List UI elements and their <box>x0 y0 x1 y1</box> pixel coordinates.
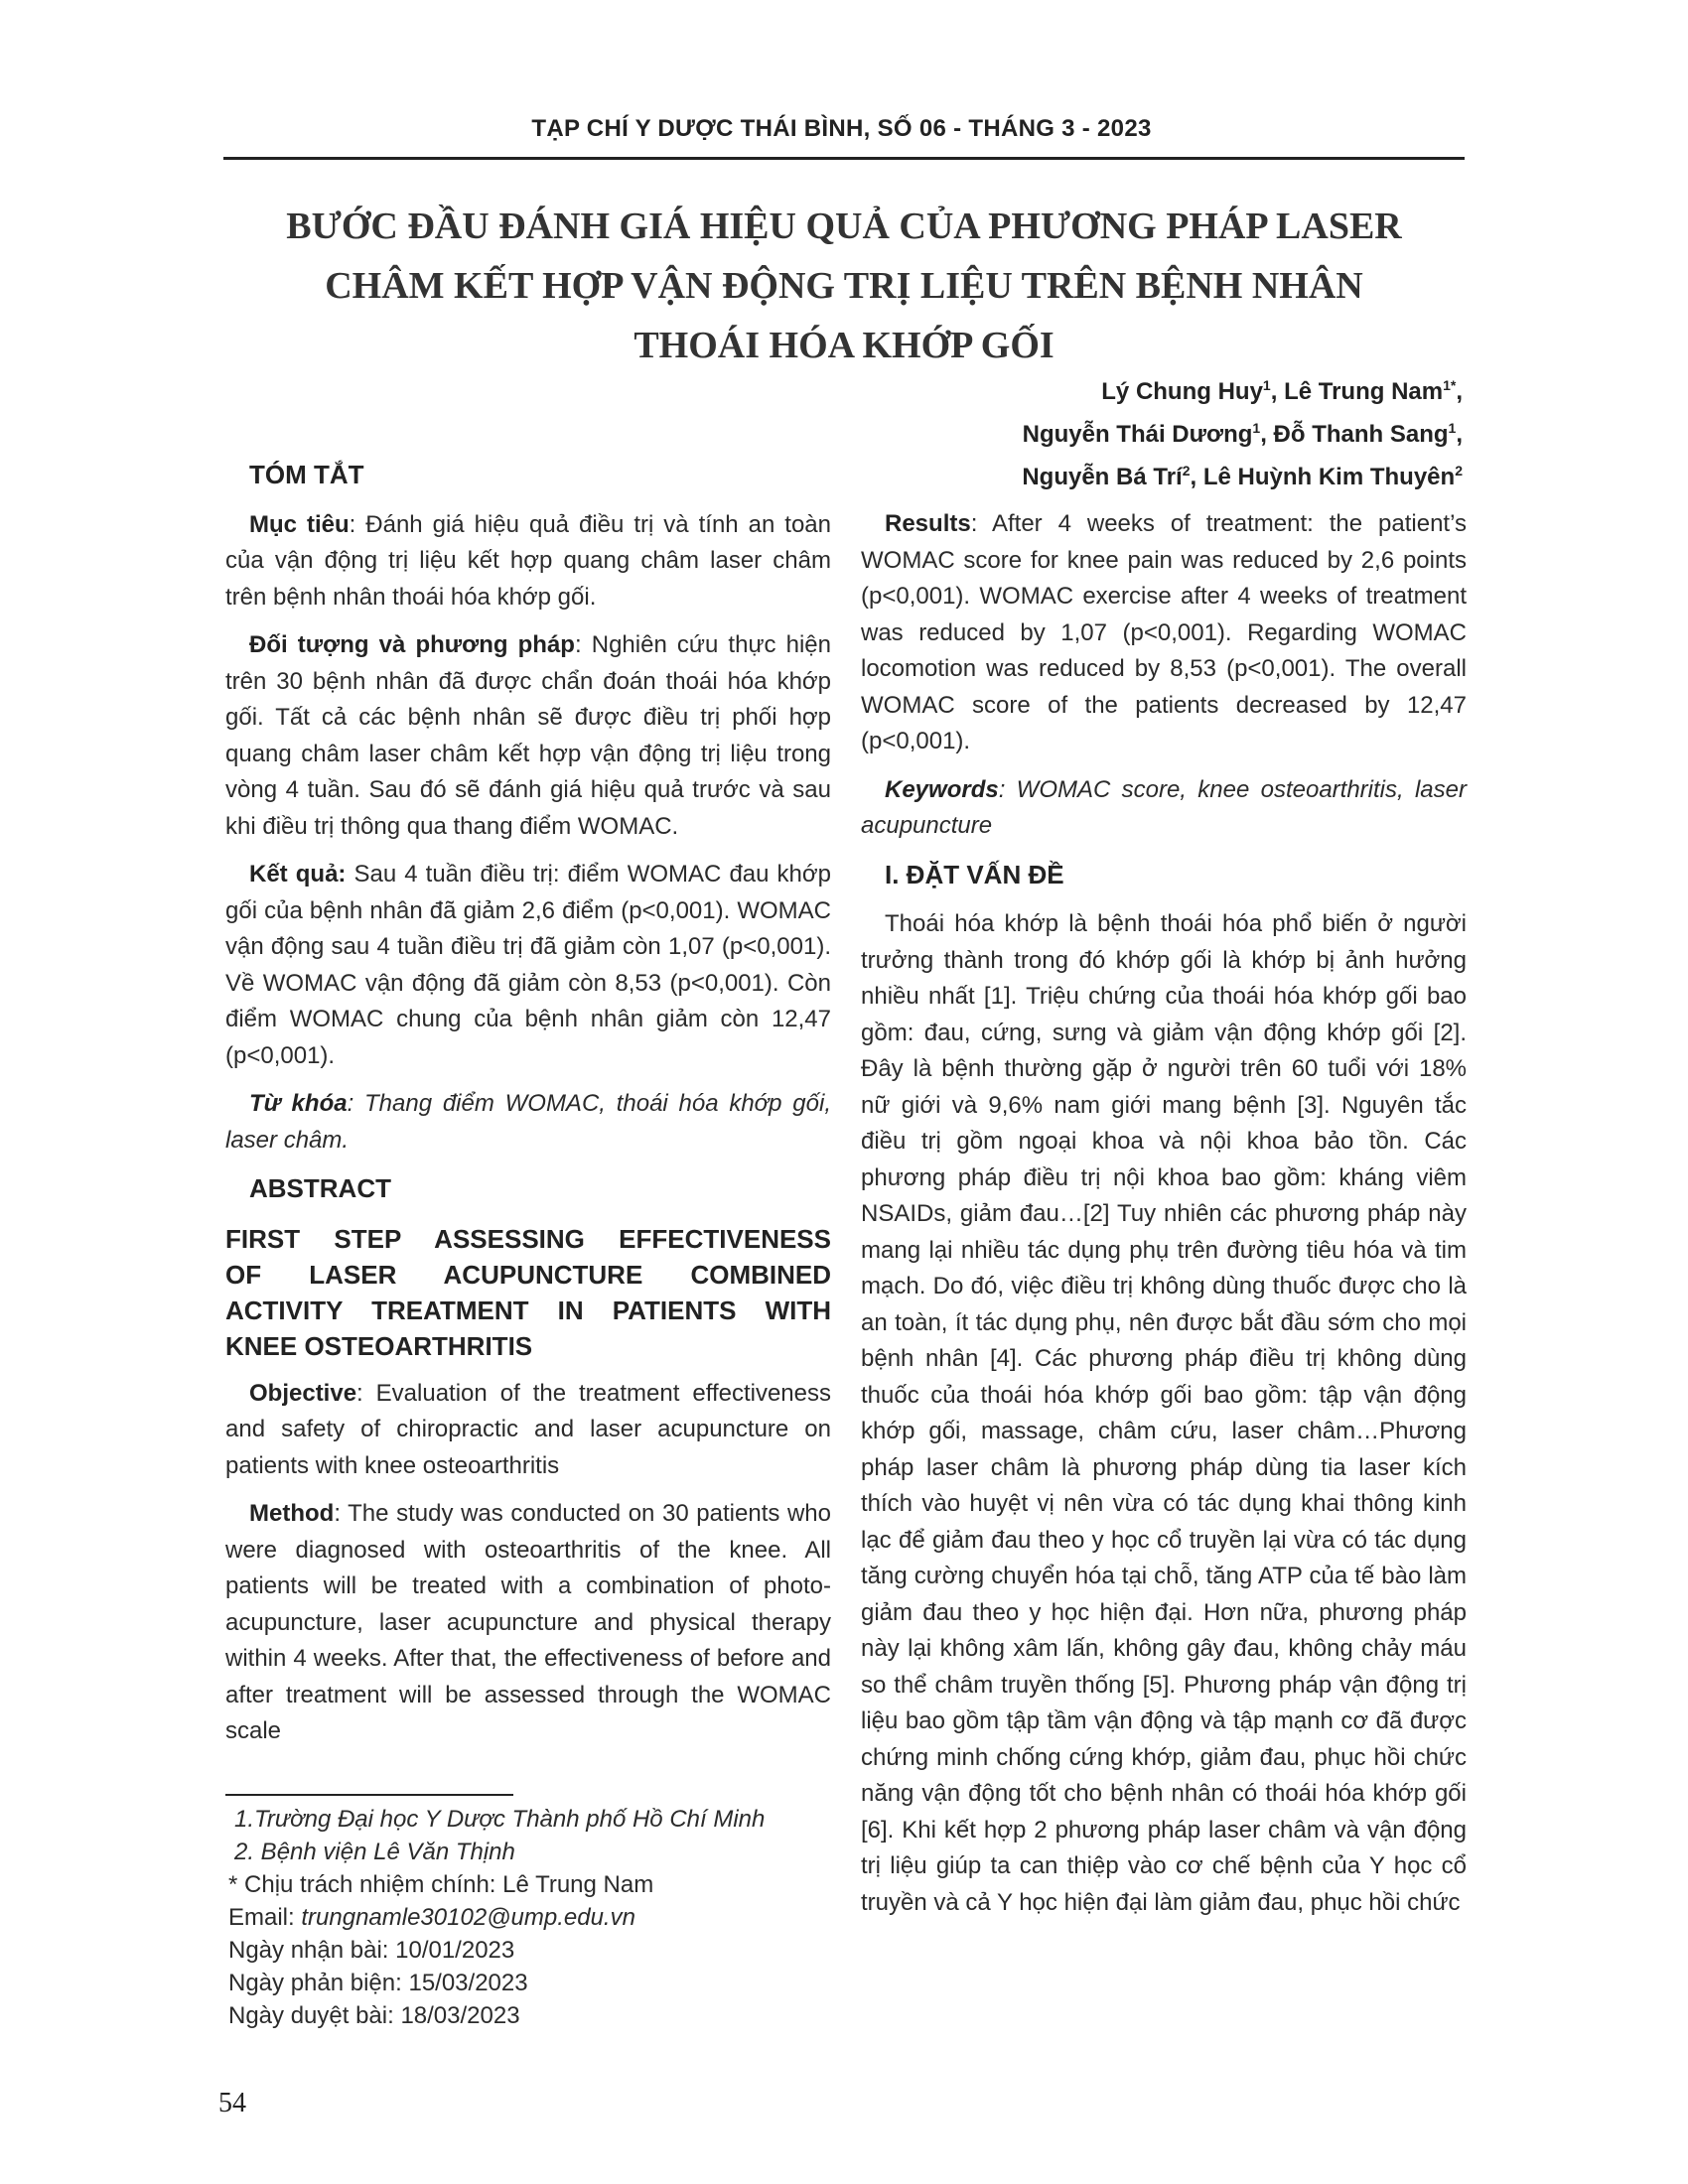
left-column <box>225 457 831 1762</box>
abstract-title <box>225 1221 831 1364</box>
article-title <box>218 197 1470 375</box>
author-name: Nguyễn Bá Trí <box>1022 464 1183 490</box>
abstract-keywords-text: : WOMAC score, knee osteoarthritis, laser acupuncture <box>861 775 1467 839</box>
author-line <box>1022 453 1463 495</box>
abstract-method <box>225 1496 831 1750</box>
corresponding-author: * Chịu trách nhiệm chính: Lê Trung Nam <box>228 1871 654 1898</box>
summary-keywords <box>225 1086 831 1159</box>
author-affiliation-mark: 2 <box>1455 463 1463 478</box>
abstract-heading: ABSTRACT <box>249 1173 391 1203</box>
journal-header: TẠP CHÍ Y DƯỢC THÁI BÌNH, SỐ 06 - THÁNG 3 - 2023 <box>531 115 1152 142</box>
author-name: Lê Huỳnh Kim Thuyên <box>1202 464 1456 490</box>
abstract-title-line: ACTIVITY TREATMENT IN PATIENTS WITH <box>225 1295 831 1325</box>
abstract-method-text: : The study was conducted on 30 patients who were diagnosed with osteoarthritis of the knee. All patients will be treated with a combination of photo-acupuncture, laser acupuncture and physical therapy within 4 weeks. After that, the effectiveness of before and after treatment will be assessed through the WOMAC scale <box>225 1500 831 1744</box>
author-line <box>1022 410 1463 453</box>
title-line: CHÂM KẾT HỢP VẬN ĐỘNG TRỊ LIỆU TRÊN BỆNH NHÂN <box>325 265 1363 307</box>
summary-heading: TÓM TẮT <box>249 460 364 489</box>
affiliation-2: 2. Bệnh viện Lê Văn Thịnh <box>234 1839 515 1865</box>
header-divider <box>223 157 1465 160</box>
summary-results <box>225 857 831 1074</box>
accepted-date: Ngày duyệt bài: 18/03/2023 <box>228 2002 520 2029</box>
abstract-keywords-label: Keywords <box>885 775 999 803</box>
abstract-title-line: OF LASER ACUPUNCTURE COMBINED <box>225 1259 831 1290</box>
author-name: Đỗ Thanh Sang <box>1273 421 1449 448</box>
author-list <box>1022 367 1463 495</box>
email-line <box>228 1901 765 1934</box>
summary-objective <box>225 507 831 616</box>
page-number: 54 <box>218 2088 246 2118</box>
introduction-paragraph: Thoái hóa khớp là bệnh thoái hóa phổ biến ở người trưởng thành trong đó khớp gối là khớp bị ảnh hưởng nhiều nhất [1]. Triệu chứng của thoái hóa khớp gối bao gồm: đau, cứng, sưng và giảm vận động khớp gối [2]. Đây là bệnh thường gặp ở người trên 60 tuổi với 18% nữ giới và 9,6% nam giới mang bệnh [3]. Nguyên tắc điều trị gồm ngoại khoa và nội khoa bảo tồn. Các phương pháp điều trị nội khoa bao gồm: kháng viêm NSAIDs, giảm đau…[2] Tuy nhiên các phương pháp này mang lại nhiều tác dụng phụ trên đường tiêu hóa và tim mạch. Do đó, việc điều trị không dùng thuốc được cho là an toàn, ít tác dụng phụ, nên được bắt đầu sớm cho mọi bệnh nhân [4]. Các phương pháp điều trị không dùng thuốc của thoái hóa khớp gối bao gồm: tập vận động khớp gối, massage, châm cứu, laser châm…Phương pháp laser châm là phương pháp dùng tia laser kích thích vào huyệt vị nên vừa có tác dụng khai thông kinh lạc để giảm đau theo y học cổ truyền lại vừa có tác dụng tăng cường chuyển hóa tại chỗ, tăng ATP của tế bào làm giảm đau theo y học hiện đại. Hơn nữa, phương pháp này lại không xâm lấn, không gây đau, không chảy máu so thể châm truyền thống [5]. Phương pháp vận động trị liệu bao gồm tập tầm vận động và tập mạnh cơ đã được chứng minh chống cứng khớp, giảm đau, phục hồi chức năng vận động tốt cho bệnh nhân có thoái hóa khớp gối [6]. Khi kết hợp 2 phương pháp laser châm và vận động trị liệu giúp ta can thiệp vào cơ chế bệnh của Y học cổ truyền và cả Y học hiện đại làm giảm đau, phục hồi chức <box>861 910 1467 1916</box>
reviewed-date: Ngày phản biện: 15/03/2023 <box>228 1970 528 1996</box>
author-separator: , <box>1456 378 1463 405</box>
abstract-title-line: FIRST STEP ASSESSING EFFECTIVENESS <box>225 1223 831 1254</box>
abstract-objective-label: Objective <box>249 1379 357 1407</box>
author-affiliation-mark: 1 <box>1252 420 1261 436</box>
email-link[interactable]: trungnamle30102@ump.edu.vn <box>301 1904 635 1931</box>
author-name: Lê Trung Nam <box>1284 378 1444 405</box>
author-separator: , <box>1190 464 1203 490</box>
summary-keywords-text: : Thang điểm WOMAC, thoái hóa khớp gối, laser châm. <box>225 1090 831 1154</box>
author-affiliation-mark: 1* <box>1443 377 1457 393</box>
summary-method-text: : Nghiên cứu thực hiện trên 30 bệnh nhân đã được chẩn đoán thoái hóa khớp gối. Tất cả các bệnh nhân sẽ được điều trị phối hợp quang châm laser châm kết hợp vận động trị liệu trong vòng 4 tuần. Sau đó sẽ đánh giá hiệu quả trước và sau khi điều trị thông qua thang điểm WOMAC. <box>225 631 831 840</box>
summary-method-label: Đối tượng và phương pháp <box>249 631 575 658</box>
right-column <box>861 506 1467 1933</box>
summary-method <box>225 627 831 845</box>
author-separator: , <box>1456 421 1463 448</box>
summary-objective-text: : Đánh giá hiệu quả điều trị và tính an toàn của vận động trị liệu kết hợp quang châm laser châm trên bệnh nhân thoái hóa khớp gối. <box>225 510 831 611</box>
abstract-objective <box>225 1376 831 1485</box>
introduction-heading: I. ĐẶT VẤN ĐỀ <box>885 859 1064 889</box>
abstract-results <box>861 506 1467 760</box>
author-affiliation-mark: 1 <box>1262 377 1271 393</box>
author-affiliation-mark: 2 <box>1182 463 1191 478</box>
author-line <box>1022 367 1463 410</box>
affiliation-1: 1.Trường Đại học Y Dược Thành phố Hồ Chí Minh <box>234 1806 766 1833</box>
author-separator: , <box>1270 378 1285 405</box>
title-line: BƯỚC ĐẦU ĐÁNH GIÁ HIỆU QUẢ CỦA PHƯƠNG PHÁP LASER <box>286 205 1402 247</box>
summary-results-label: Kết quả: <box>249 861 347 887</box>
abstract-results-label: Results <box>885 510 971 537</box>
author-name: Nguyễn Thái Dương <box>1022 421 1253 448</box>
author-separator: , <box>1260 421 1274 448</box>
footnotes <box>228 1803 765 2032</box>
abstract-results-text: : After 4 weeks of treatment: the patient’s WOMAC score for knee pain was reduced by 2,6 points (p<0,001). WOMAC exercise after 4 weeks of treatment was reduced by 1,07 (p<0,001). Regarding WOMAC locomotion was reduced by 8,53 (p<0,001). The overall WOMAC score of the patients decreased by 12,47 (p<0,001). <box>861 510 1467 754</box>
received-date: Ngày nhận bài: 10/01/2023 <box>228 1937 515 1964</box>
author-name: Lý Chung Huy <box>1101 378 1263 405</box>
summary-keywords-label: Từ khóa <box>249 1090 348 1117</box>
abstract-title-line: KNEE OSTEOARTHRITIS <box>225 1330 533 1361</box>
abstract-method-label: Method <box>249 1500 335 1527</box>
author-affiliation-mark: 1 <box>1448 420 1457 436</box>
email-label: Email: <box>228 1904 302 1931</box>
title-line: THOÁI HÓA KHỚP GỐI <box>633 325 1055 366</box>
summary-results-text: Sau 4 tuần điều trị: điểm WOMAC đau khớp gối của bệnh nhân đã giảm 2,6 điểm (p<0,001). WOMAC vận động sau 4 tuần điều trị đã giảm còn 1,07 (p<0,001). Về WOMAC vận động đã giảm còn 8,53 (p<0,001). Còn điểm WOMAC chung của bệnh nhân giảm còn 12,47 (p<0,001). <box>225 861 831 1069</box>
abstract-keywords <box>861 772 1467 845</box>
abstract-objective-text: : Evaluation of the treatment effectiveness and safety of chiropractic and laser acupuncture on patients with knee osteoarthritis <box>225 1379 831 1479</box>
summary-objective-label: Mục tiêu <box>249 510 350 538</box>
footnote-divider <box>225 1794 513 1796</box>
